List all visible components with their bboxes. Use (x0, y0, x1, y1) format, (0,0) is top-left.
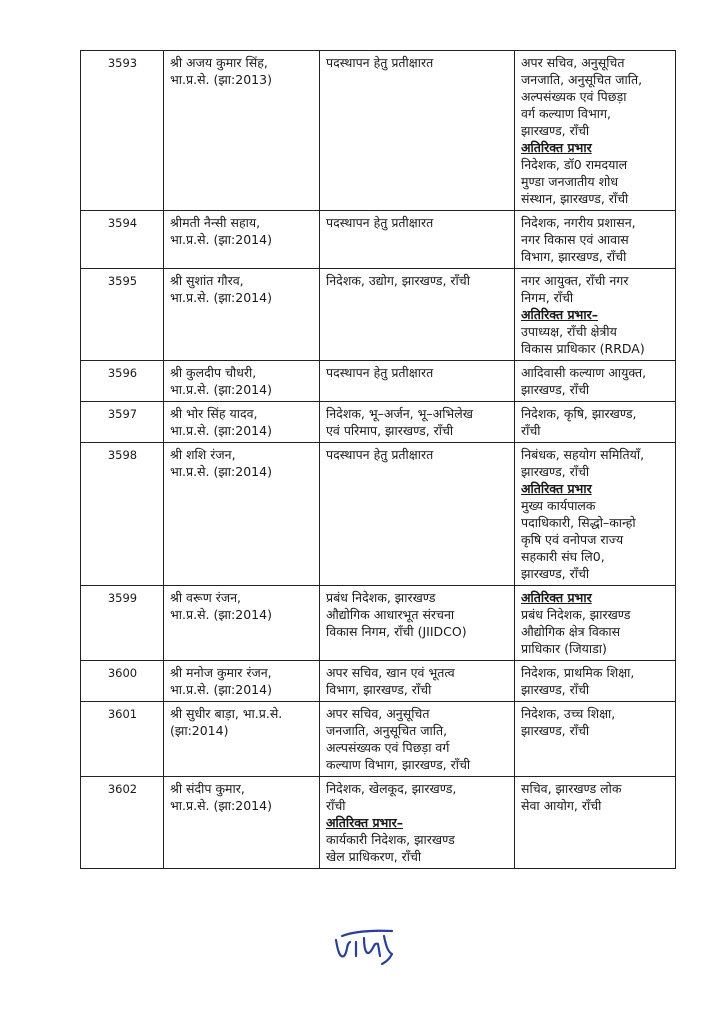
new-posting-cell (515, 361, 676, 402)
additional-charge-heading: अतिरिक्त प्रभार (521, 590, 592, 605)
officer-cell (164, 269, 320, 361)
serial-number: 3598 (81, 443, 164, 586)
officer-cell (164, 443, 320, 586)
additional-charge-line: प्रबंध निदेशक, झारखण्ड (521, 607, 631, 622)
additional-charge-heading: अतिरिक्त प्रभार– (521, 307, 598, 322)
officer-name-line: श्री सुधीर बाड़ा, भा.प्र.से. (170, 706, 283, 721)
new-posting-line: झारखण्ड, राँची (521, 682, 590, 697)
additional-charge-line: संस्थान, झारखण्ड, राँची (521, 191, 629, 206)
serial-number: 3601 (81, 702, 164, 777)
new-posting-line: राँची (521, 423, 541, 438)
table-row (81, 402, 676, 443)
table-row (81, 661, 676, 702)
new-posting-line: वर्ग कल्याण विभाग, (521, 106, 611, 121)
current-posting-cell (320, 269, 515, 361)
table-row (81, 702, 676, 777)
new-posting-cell (515, 661, 676, 702)
current-posting-cell (320, 702, 515, 777)
officer-name-line: भा.प्र.से. (झा:2014) (170, 382, 272, 397)
officer-cell (164, 777, 320, 869)
new-posting-line: सचिव, झारखण्ड लोक (521, 781, 622, 796)
current-posting-cell (320, 361, 515, 402)
serial-number: 3593 (81, 51, 164, 211)
officer-name-line: भा.प्र.से. (झा:2014) (170, 464, 272, 479)
additional-charge-line: उपाध्यक्ष, राँची क्षेत्रीय (521, 324, 617, 339)
new-posting-line: झारखण्ड, राँची (521, 464, 590, 479)
additional-charge-line: विकास प्राधिकार (RRDA) (521, 341, 645, 356)
current-posting-line: अपर सचिव, खान एवं भूतत्व (326, 665, 455, 680)
current-posting-line: अपर सचिव, अनुसूचित (326, 706, 430, 721)
current-posting-line: औद्योगिक आधारभूत संरचना (326, 607, 455, 622)
table-row (81, 777, 676, 869)
table-row (81, 586, 676, 661)
additional-charge-heading: अतिरिक्त प्रभार– (326, 815, 403, 830)
current-posting-cell (320, 211, 515, 269)
current-posting-line: विभाग, झारखण्ड, राँची (326, 682, 432, 697)
current-posting-line: राँची (326, 798, 346, 813)
new-posting-line: झारखण्ड, राँची (521, 723, 590, 738)
table-row (81, 51, 676, 211)
additional-charge-line: मुख्य कार्यपालक (521, 498, 596, 513)
officer-name-line: श्री भोर सिंह यादव, (170, 406, 258, 421)
new-posting-line: निदेशक, कृषि, झारखण्ड, (521, 406, 637, 421)
additional-charge-heading: अतिरिक्त प्रभार (521, 140, 592, 155)
new-posting-cell (515, 269, 676, 361)
current-posting-cell (320, 586, 515, 661)
transfer-posting-table (80, 50, 676, 869)
current-posting-cell (320, 402, 515, 443)
officer-name-line: श्री संदीप कुमार, (170, 781, 245, 796)
current-posting-line: कल्याण विभाग, झारखण्ड, राँची (326, 757, 471, 772)
new-posting-cell (515, 443, 676, 586)
serial-number: 3602 (81, 777, 164, 869)
additional-charge-line: मुण्डा जनजातीय शोध (521, 174, 619, 189)
new-posting-cell (515, 402, 676, 443)
new-posting-line: निदेशक, प्राथमिक शिक्षा, (521, 665, 635, 680)
current-posting-line: अल्पसंख्यक एवं पिछड़ा वर्ग (326, 740, 450, 755)
officer-name-line: भा.प्र.से. (झा:2014) (170, 423, 272, 438)
serial-number: 3596 (81, 361, 164, 402)
serial-number: 3595 (81, 269, 164, 361)
serial-number: 3599 (81, 586, 164, 661)
current-posting-line: विकास निगम, राँची (JIIDCO) (326, 624, 467, 639)
current-additional-line: कार्यकारी निदेशक, झारखण्ड (326, 832, 455, 847)
officer-name-line: भा.प्र.से. (झा:2014) (170, 232, 272, 247)
current-posting-line: पदस्थापन हेतु प्रतीक्षारत (326, 55, 434, 70)
current-posting-cell (320, 443, 515, 586)
table-row (81, 211, 676, 269)
officer-cell (164, 211, 320, 269)
new-posting-cell (515, 51, 676, 211)
current-posting-cell (320, 777, 515, 869)
current-posting-cell (320, 51, 515, 211)
officer-cell (164, 661, 320, 702)
new-posting-cell (515, 777, 676, 869)
officer-name-line: भा.प्र.से. (झा:2014) (170, 290, 272, 305)
officer-cell (164, 51, 320, 211)
new-posting-cell (515, 702, 676, 777)
signature (330, 922, 400, 967)
table-body (81, 51, 676, 869)
current-posting-line: प्रबंध निदेशक, झारखण्ड (326, 590, 436, 605)
additional-charge-heading: अतिरिक्त प्रभार (521, 481, 592, 496)
serial-number: 3600 (81, 661, 164, 702)
current-posting-line: पदस्थापन हेतु प्रतीक्षारत (326, 447, 434, 462)
table-row (81, 269, 676, 361)
current-posting-line: निदेशक, उद्योग, झारखण्ड, राँची (326, 273, 470, 288)
new-posting-cell (515, 586, 676, 661)
officer-name-line: भा.प्र.से. (झा:2013) (170, 72, 272, 87)
new-posting-cell (515, 211, 676, 269)
officer-name-line: भा.प्र.से. (झा:2014) (170, 682, 272, 697)
new-posting-line: विभाग, झारखण्ड, राँची (521, 249, 627, 264)
new-posting-line: निदेशक, नगरीय प्रशासन, (521, 215, 636, 230)
current-posting-line: जनजाति, अनुसूचित जाति, (326, 723, 448, 738)
additional-charge-line: निदेशक, डॉ0 रामदयाल (521, 157, 628, 172)
officer-name-line: श्री शशि रंजन, (170, 447, 236, 462)
additional-charge-line: पदाधिकारी, सिद्धो–कान्हो (521, 515, 636, 530)
current-posting-line: एवं परिमाप, झारखण्ड, राँची (326, 423, 454, 438)
new-posting-line: निबंधक, सहयोग समितियाँ, (521, 447, 645, 462)
officer-name-line: श्रीमती नैन्सी सहाय, (170, 215, 261, 230)
current-posting-cell (320, 661, 515, 702)
officer-name-line: भा.प्र.से. (झा:2014) (170, 798, 272, 813)
new-posting-line: झारखण्ड, राँची (521, 123, 590, 138)
new-posting-line: अपर सचिव, अनुसूचित (521, 55, 625, 70)
officer-name-line: श्री सुशांत गौरव, (170, 273, 244, 288)
table-row (81, 361, 676, 402)
new-posting-line: अल्पसंख्यक एवं पिछड़ा (521, 89, 627, 104)
current-posting-line: निदेशक, खेलकूद, झारखण्ड, (326, 781, 457, 796)
officer-name-line: भा.प्र.से. (झा:2014) (170, 607, 272, 622)
new-posting-line: झारखण्ड, राँची (521, 382, 590, 397)
officer-name-line: श्री मनोज कुमार रंजन, (170, 665, 272, 680)
officer-cell (164, 586, 320, 661)
new-posting-line: आदिवासी कल्याण आयुक्त, (521, 365, 647, 380)
additional-charge-line: सहकारी संघ लि0, (521, 549, 605, 564)
table-row (81, 443, 676, 586)
additional-charge-line: प्राधिकार (जियाडा) (521, 641, 607, 656)
officer-name-line: श्री अजय कुमार सिंह, (170, 55, 268, 70)
current-posting-line: पदस्थापन हेतु प्रतीक्षारत (326, 215, 434, 230)
officer-cell (164, 702, 320, 777)
current-posting-line: निदेशक, भू–अर्जन, भू–अभिलेख (326, 406, 473, 421)
current-additional-line: खेल प्राधिकरण, राँची (326, 849, 422, 864)
additional-charge-line: औद्योगिक क्षेत्र विकास (521, 624, 621, 639)
new-posting-line: जनजाति, अनुसूचित जाति, (521, 72, 643, 87)
new-posting-line: निदेशक, उच्च शिक्षा, (521, 706, 616, 721)
officer-name-line: श्री वरूण रंजन, (170, 590, 242, 605)
new-posting-line: सेवा आयोग, राँची (521, 798, 602, 813)
current-posting-line: पदस्थापन हेतु प्रतीक्षारत (326, 365, 434, 380)
additional-charge-line: कृषि एवं वनोपज राज्य (521, 532, 624, 547)
additional-charge-line: झारखण्ड, राँची (521, 566, 590, 581)
serial-number: 3594 (81, 211, 164, 269)
officer-name-line: (झा:2014) (170, 723, 229, 738)
new-posting-line: नगर आयुक्त, राँची नगर (521, 273, 629, 288)
officer-name-line: श्री कुलदीप चौधरी, (170, 365, 257, 380)
officer-cell (164, 402, 320, 443)
new-posting-line: नगर विकास एवं आवास (521, 232, 629, 247)
serial-number: 3597 (81, 402, 164, 443)
officer-cell (164, 361, 320, 402)
new-posting-line: निगम, राँची (521, 290, 574, 305)
